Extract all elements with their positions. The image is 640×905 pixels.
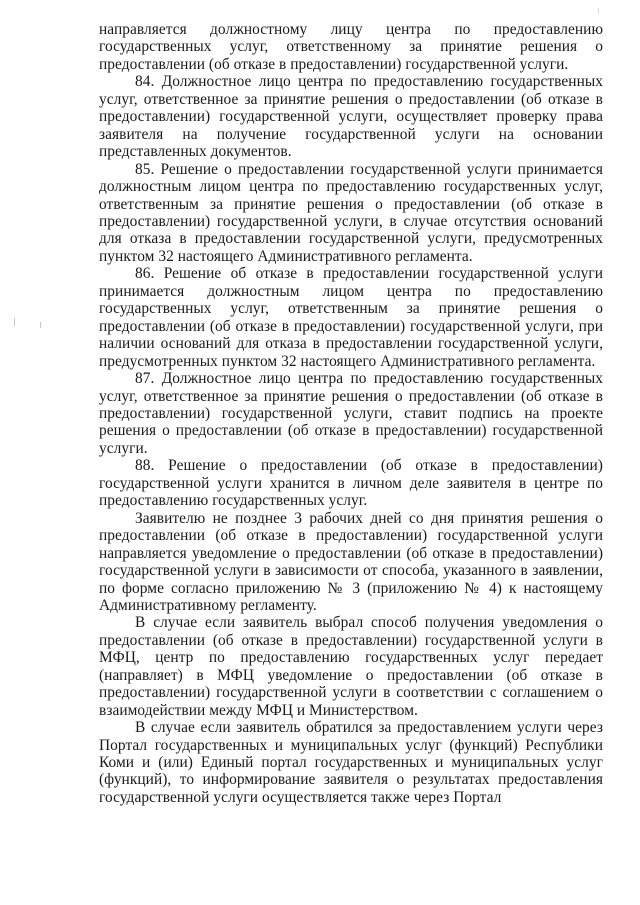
paragraph-continuation: направляется должностному лицу центра по предоставлению государственных услуг, ответственному за принятие решения о предоставлении (об отказе в предоставлении) государственной услуги. [99,21,603,73]
paragraph-85: 85. Решение о предоставлении государственной услуги принимается должностным лицом центра по предоставлению государственных услуг, ответственным за принятие решения о предоставлении (об отказе в предоставлении) государственной услуги, в случае отсутствия оснований для отказа в предоставлении государственной услуги, предусмотренных пунктом 32 настоящего Административного регламента. [99,160,603,265]
paragraph-86: 86. Решение об отказе в предоставлении государственной услуги принимается должностным лицом центра по предоставлению государственных услуг, ответственным за принятие решения о предоставлении (об отказе в предоставлении) государственной услуги, при наличии оснований для отказа в предоставлении государственной услуги, предусмотренных пунктом 32 настоящего Административного регламента. [99,265,603,370]
scan-artifact [40,322,41,328]
paragraph-84: 84. Должностное лицо центра по предоставлению государственных услуг, ответственное за принятие решения о предоставлении (об отказе в предоставлении) государственной услуги, осуществляет проверку права заявителя на получение государственной услуги на основании представленных документов. [99,73,603,161]
paragraph-portal: В случае если заявитель обратился за предоставлением услуги через Портал государственных и муниципальных услуг (функций) Республики Коми и (или) Единый портал государственных и муниципальных услуг (функций), то информирование заявителя о результатах предоставления государственной услуги осуществляется также через Портал [99,719,603,806]
document-body [99,21,603,806]
paragraph-88: 88. Решение о предоставлении (об отказе в предоставлении) государственной услуги хранится в личном деле заявителя в центре по предоставлению государственных услуг. [99,457,603,510]
paragraph-87: 87. Должностное лицо центра по предоставлению государственных услуг, ответственное за принятие решения о предоставлении (об отказе в предоставлении) государственной услуги, ставит подпись на проекте решения о предоставлении (об отказе в предоставлении) государственной услуги. [99,370,603,457]
scan-artifact [14,318,15,326]
scan-artifact [598,8,599,13]
paragraph-mfc: В случае если заявитель выбрал способ получения уведомления о предоставлении (об отказе в предоставлении) государственной услуги в МФЦ, центр по предоставлению государственных услуг передает (направляет) в МФЦ уведомление о предоставлении (об отказе в предоставлении) государственной услуги в соответствии с соглашением о взаимодействии между МФЦ и Министерством. [99,614,603,719]
paragraph-notification: Заявителю не позднее 3 рабочих дней со дня принятия решения о предоставлении (об отказе в предоставлении) государственной услуги направляется уведомление о предоставлении (об отказе в предоставлении) государственной услуги в зависимости от способа, указанного в заявлении, по форме согласно приложению № 3 (приложению № 4) к настоящему Административному регламенту. [99,509,603,614]
